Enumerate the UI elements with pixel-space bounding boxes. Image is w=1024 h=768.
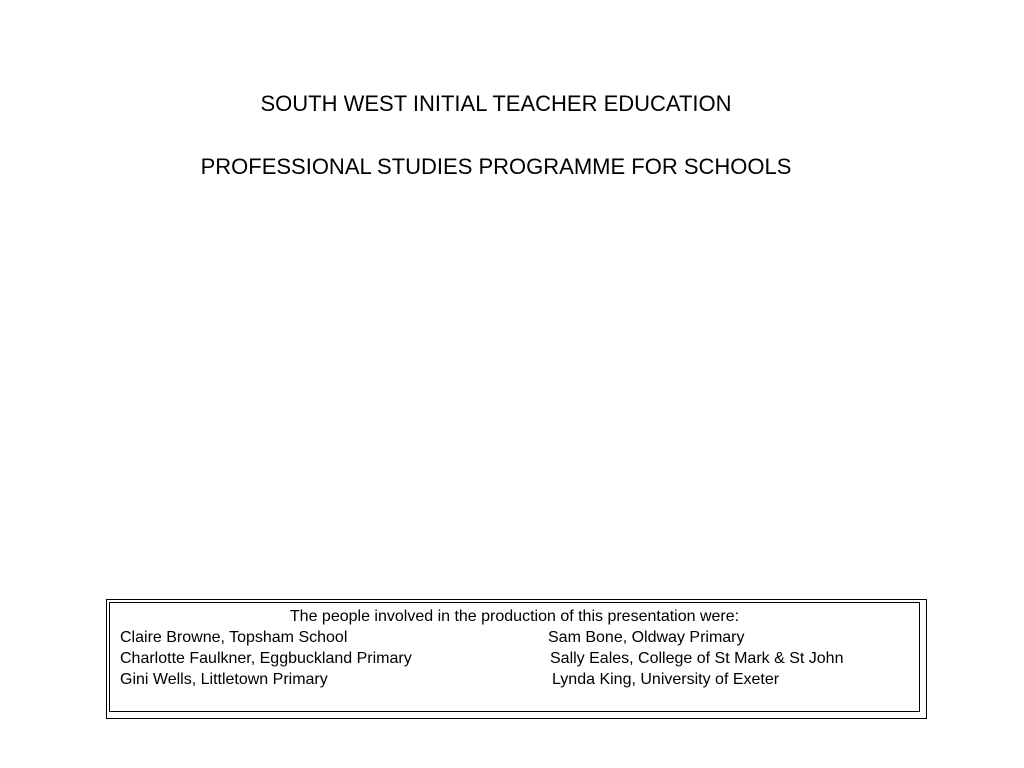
credit-name-right: Sam Bone, Oldway Primary [548, 629, 745, 646]
credit-name-right: Sally Eales, College of St Mark & St John [550, 650, 844, 667]
credits-row [120, 628, 910, 648]
credits-inner-border [109, 602, 920, 712]
credits-box [106, 599, 927, 719]
credit-name-left: Claire Browne, Topsham School [120, 629, 348, 646]
title-line-1: SOUTH WEST INITIAL TEACHER EDUCATION [260, 91, 732, 116]
title-line-2: PROFESSIONAL STUDIES PROGRAMME FOR SCHOOLS [200, 154, 792, 179]
credits-row [120, 670, 910, 690]
credit-name-left: Gini Wells, Littletown Primary [120, 671, 328, 688]
credit-name-right: Lynda King, University of Exeter [552, 671, 780, 688]
credit-name-left: Charlotte Faulkner, Eggbuckland Primary [120, 650, 412, 667]
credits-heading: The people involved in the production of this presentation were: [289, 608, 740, 625]
credits-row [120, 649, 910, 669]
